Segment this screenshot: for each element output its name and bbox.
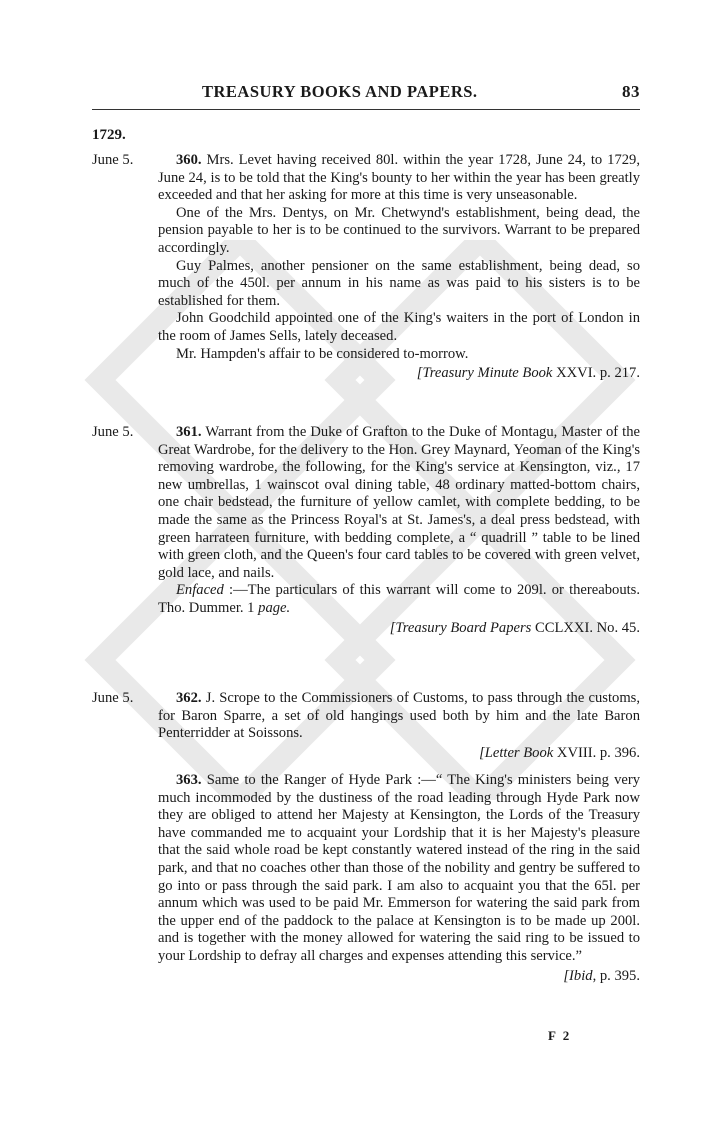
entry-number: 363. bbox=[176, 772, 202, 788]
entry-date: June 5. bbox=[92, 424, 134, 440]
paragraph bbox=[158, 690, 640, 743]
entry-date: June 5. bbox=[92, 690, 134, 706]
page-number: 83 bbox=[622, 82, 640, 101]
enfaced-text: :—The particulars of this warrant will come to 209l. or thereabouts. Tho. Dummer. 1 bbox=[158, 582, 640, 616]
paragraph-text: Warrant from the Duke of Grafton to the Duke of Montagu, Master of the Great Wardrobe, for the delivery to the Hon. Grey Maynard, Yeoman of the King's removing wardrobe, the following, for the King's service at Kensington, viz., 17 new umbrellas, 1 wainscot oval dining table, 48 ordinary matted-bottom chairs, one chair bedstead, the furniture of yellow camlet, with complete bedding, to be made the same as the Princess Royal's at St. James's, a deal press bedstead, with green harrateen furniture, with bedding complete, a “ quadrill ” table to be lined with green cloth, and the Queen's four card tables to be covered with green velvet, gold lace, and nails. bbox=[158, 424, 640, 581]
paragraph: Guy Palmes, another pensioner on the same establishment, being dead, so much of the 450l. per annum in his name as was paid to his sisters is to be established for them. bbox=[158, 257, 640, 309]
entry-number: 361. bbox=[176, 424, 202, 440]
enfaced-label: Enfaced bbox=[176, 582, 224, 599]
entry-body bbox=[158, 152, 640, 383]
entry-body bbox=[158, 690, 640, 762]
source-reference: [Letter Book XVIII. p. 396. bbox=[479, 744, 640, 761]
ref-locator: CCLXXI. No. 45. bbox=[535, 619, 640, 636]
paragraph: One of the Mrs. Dentys, on Mr. Chetwynd's establishment, being dead, the pension payable to her is to be continued to the survivors. Warrant to be prepared accordingly. bbox=[158, 204, 640, 256]
ref-title: Treasury Board Papers bbox=[395, 619, 532, 636]
source-reference: [Treasury Board Papers CCLXXI. No. 45. bbox=[389, 619, 640, 636]
entry-number: 360. bbox=[176, 152, 202, 168]
ref-locator: XXVI. p. 217. bbox=[556, 365, 640, 382]
ref-title: Treasury Minute Book bbox=[422, 365, 553, 382]
ref-locator: XVIII. p. 396. bbox=[556, 744, 640, 761]
ref-title: Letter Book bbox=[484, 744, 554, 761]
source-reference: [Ibid, p. 395. bbox=[563, 967, 640, 984]
paragraph-text: Mrs. Levet having received 80l. within the year 1728, June 24, to 1729, June 24, is to be told that the King's bounty to her within the year has been greatly exceeded and that her asking for more at this time is very unseasonable. bbox=[158, 152, 640, 204]
paragraph-text: Same to the Ranger of Hyde Park :—“ The King's ministers being very much incommoded by the dustiness of the road leading through Hyde Park now they are obliged to attend her Majesty at Kensington, the Lords of the Treasury have commanded me to acquaint your Lordship that it is her Majesty's pleasure that the said whole road be kept constantly watered instead of the ring in the said park, and that no coaches other than those of the nobility and gentry be suffered to go into or pass through the said park. I am also to acquaint you that the 65l. per annum which was used to be paid Mr. Emmerson for watering the said park from the upper end of the paddock to the palace at Kensington is to be made up 200l. and is together with the money allowed for watering the said ring to be issued to your Lordship to defray all charges and expenses attending this service.” bbox=[158, 772, 641, 964]
entry-body bbox=[158, 424, 640, 637]
paragraph: John Goodchild appointed one of the King's waiters in the port of London in the room of James Sells, lately deceased. bbox=[158, 310, 640, 344]
entry-body bbox=[158, 772, 640, 985]
enfaced-page: page. bbox=[258, 599, 291, 616]
source-reference: [Treasury Minute Book XXVI. p. 217. bbox=[416, 365, 640, 382]
ref-locator: , p. 395. bbox=[592, 967, 640, 984]
enfaced-note bbox=[158, 582, 640, 617]
year-heading: 1729. bbox=[92, 127, 126, 143]
ref-title: Ibid bbox=[569, 967, 593, 984]
running-title: TREASURY BOOKS AND PAPERS. bbox=[202, 82, 478, 101]
paragraph bbox=[158, 772, 640, 966]
paragraph-text: J. Scrope to the Commissioners of Customs, to pass through the customs, for Baron Sparre, a set of old hangings used both by him and the late Baron Penterridder at Soissons. bbox=[158, 690, 640, 742]
entry-date: June 5. bbox=[92, 152, 134, 168]
paragraph: Mr. Hampden's affair to be considered to-morrow. bbox=[176, 345, 469, 362]
entry-number: 362. bbox=[176, 690, 202, 706]
paragraph bbox=[158, 152, 640, 205]
paragraph bbox=[158, 424, 640, 582]
header-rule bbox=[92, 109, 640, 110]
signature-mark: F 2 bbox=[548, 1028, 572, 1043]
